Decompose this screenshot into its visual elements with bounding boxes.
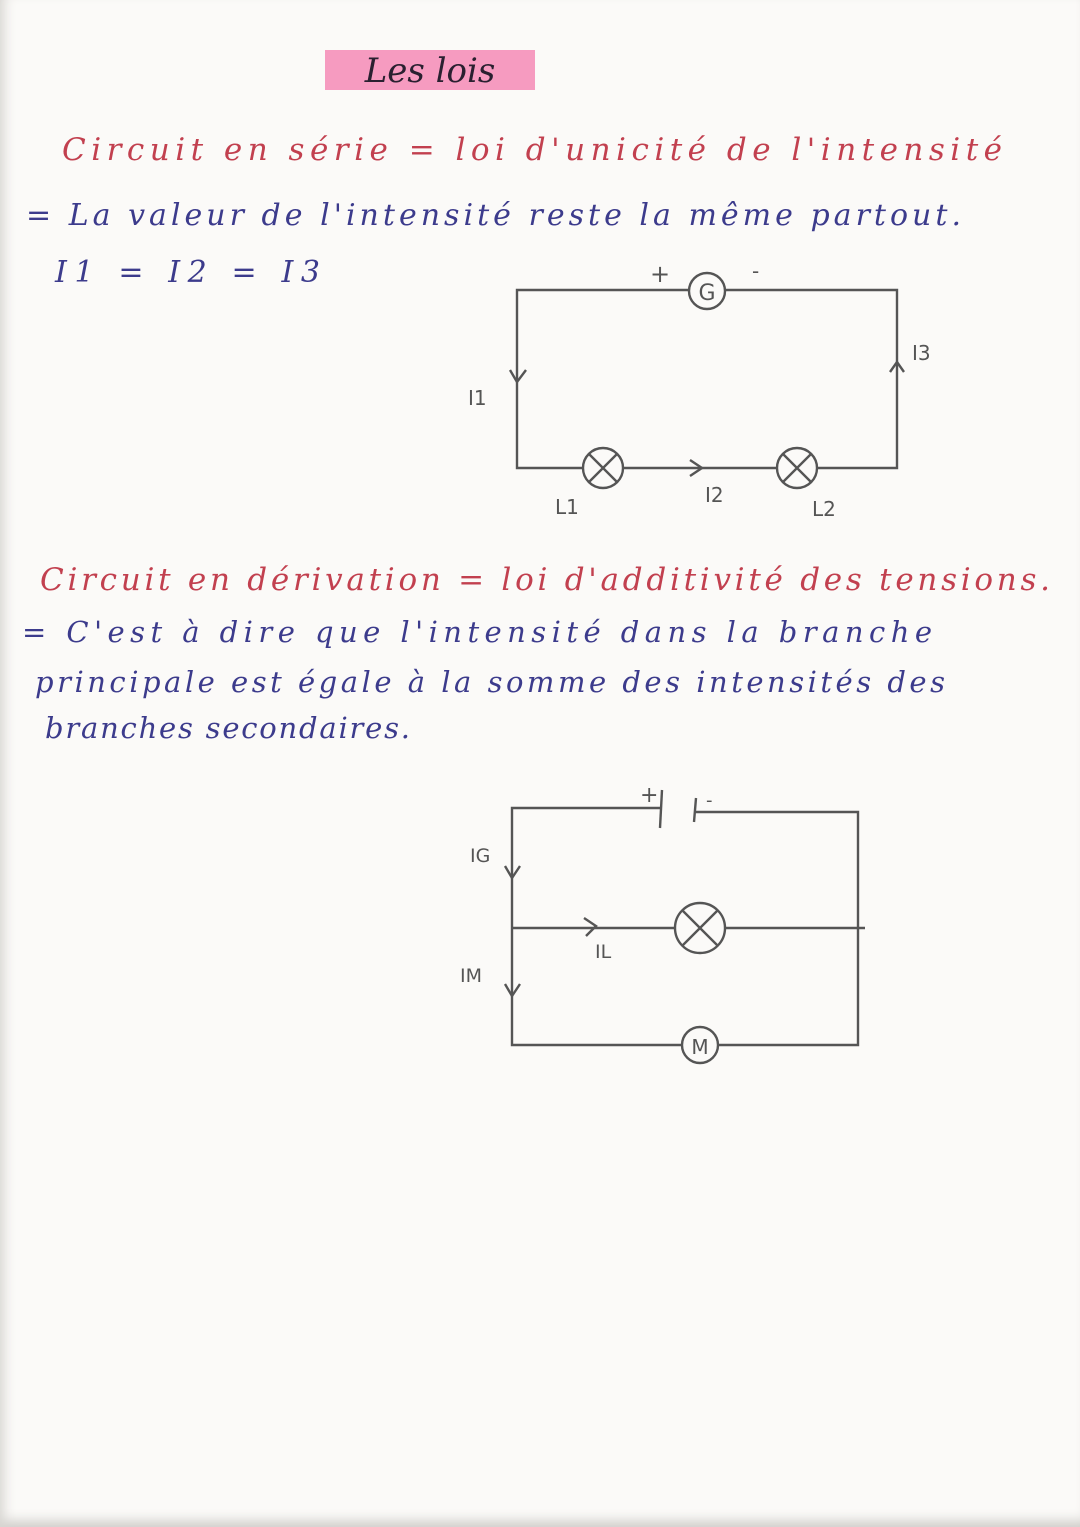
series-circuit-diagram bbox=[468, 259, 931, 521]
lamp-l1-symbol bbox=[583, 448, 623, 488]
current-im-label: IM bbox=[460, 965, 482, 987]
generator-label: G bbox=[698, 281, 716, 306]
parallel-heading: Circuit en dérivation = loi d'additivité des tensions. bbox=[40, 562, 1050, 598]
lamp-l1-label: L1 bbox=[555, 495, 579, 519]
series-formula: I1 = I2 = I3 bbox=[55, 255, 320, 290]
parallel-circuit-diagram bbox=[460, 783, 865, 1063]
lamp-l2-label: L2 bbox=[812, 497, 836, 521]
battery-symbol bbox=[660, 790, 696, 828]
series-definition: = La valeur de l'intensité reste la même partout. bbox=[26, 198, 961, 233]
lamp-l2-symbol bbox=[777, 448, 817, 488]
current-i3-label: I3 bbox=[912, 341, 931, 365]
parallel-definition-line-2: principale est égale à la somme des intensités des bbox=[35, 665, 946, 699]
parallel-definition-line-3: branches secondaires. bbox=[45, 711, 410, 745]
minus-label: - bbox=[752, 259, 760, 283]
plus-label: + bbox=[640, 783, 659, 808]
series-heading: Circuit en série = loi d'unicité de l'intensité bbox=[62, 132, 1003, 168]
minus-label: - bbox=[706, 790, 713, 811]
page-title: Les lois bbox=[364, 51, 496, 91]
motor-label: M bbox=[691, 1035, 709, 1059]
current-i1-label: I1 bbox=[468, 386, 487, 410]
current-il-label: IL bbox=[595, 941, 612, 963]
current-i2-label: I2 bbox=[705, 483, 724, 507]
lamp-symbol bbox=[675, 903, 725, 953]
current-ig-label: IG bbox=[470, 845, 491, 867]
parallel-definition-line-1: = C'est à dire que l'intensité dans la branche bbox=[22, 615, 932, 649]
plus-label: + bbox=[650, 260, 671, 288]
